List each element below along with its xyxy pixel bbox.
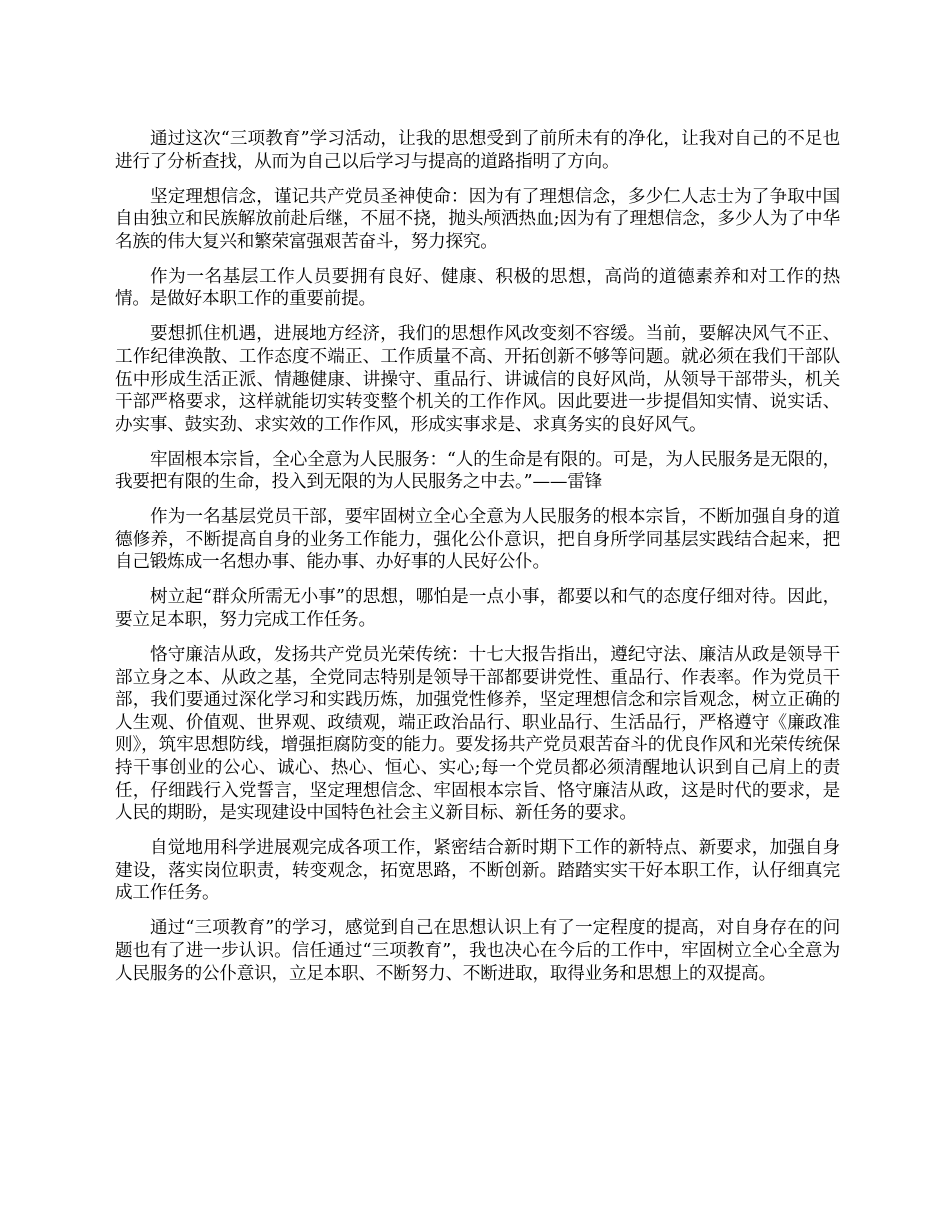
paragraph-7: 树立起“群众所需无小事”的思想，哪怕是一点小事，都要以和气的态度仔细对待。因此，要立足本职，努力完成工作任务。 (115, 587, 840, 631)
paragraph-5: 牢固根本宗旨，全心全意为人民服务：“人的生命是有限的。可是，为人民服务是无限的，我要把有限的生命，投入到无限的为人民服务之中去。”——雷锋 (115, 449, 840, 493)
document-body (115, 128, 840, 998)
paragraph-4: 要想抓住机遇，进展地方经济，我们的思想作风改变刻不容缓。当前，要解决风气不正、工作纪律涣散、工作态度不端正、工作质量不高、开拓创新不够等问题。就必须在我们干部队伍中形成生活正派、情趣健康、讲操守、重品行、讲诚信的良好风尚，从领导干部带头，机关干部严格要求，这样就能切实转变整个机关的工作作风。因此要进一步提倡知实情、说实话、办实事、鼓实劲、求实效的工作作风，形成实事求是、求真务实的良好风气。 (115, 324, 840, 435)
paragraph-9: 自觉地用科学进展观完成各项工作，紧密结合新时期下工作的新特点、新要求，加强自身建设，落实岗位职责，转变观念，拓宽思路，不断创新。踏踏实实干好本职工作，认仔细真完成工作任务。 (115, 838, 840, 904)
paragraph-2: 坚定理想信念，谨记共产党员圣神使命：因为有了理想信念，多少仁人志士为了争取中国自由独立和民族解放前赴后继，不屈不挠，抛头颅洒热血;因为有了理想信念，多少人为了中华名族的伟大复兴和繁荣富强艰苦奋斗，努力探究。 (115, 186, 840, 252)
paragraph-3: 作为一名基层工作人员要拥有良好、健康、积极的思想，高尚的道德素养和对工作的热情。是做好本职工作的重要前提。 (115, 266, 840, 310)
paragraph-6: 作为一名基层党员干部，要牢固树立全心全意为人民服务的根本宗旨，不断加强自身的道德修养，不断提高自身的业务工作能力，强化公仆意识，把自身所学同基层实践结合起来，把自己锻炼成一名想办事、能办事、办好事的人民好公仆。 (115, 507, 840, 573)
paragraph-8: 恪守廉洁从政，发扬共产党员光荣传统：十七大报告指出，遵纪守法、廉洁从政是领导干部立身之本、从政之基，全党同志特别是领导干部都要讲党性、重品行、作表率。作为党员干部，我们要通过深化学习和实践历炼，加强党性修养，坚定理想信念和宗旨观念，树立正确的人生观、价值观、世界观、政绩观，端正政治品行、职业品行、生活品行，严格遵守《廉政准则》，筑牢思想防线，增强拒腐防变的能力。要发扬共产党员艰苦奋斗的优良作风和光荣传统保持干事创业的公心、诚心、热心、恒心、实心;每一个党员都必须清醒地认识到自己肩上的责任，仔细践行入党誓言，坚定理想信念、牢固根本宗旨、恪守廉洁从政，这是时代的要求，是人民的期盼，是实现建设中国特色社会主义新目标、新任务的要求。 (115, 645, 840, 824)
paragraph-10: 通过“三项教育”的学习，感觉到自己在思想认识上有了一定程度的提高，对自身存在的问题也有了进一步认识。信任通过“三项教育”，我也决心在今后的工作中，牢固树立全心全意为人民服务的公仆意识，立足本职、不断努力、不断进取，取得业务和思想上的双提高。 (115, 918, 840, 984)
paragraph-1: 通过这次“三项教育”学习活动，让我的思想受到了前所未有的净化，让我对自己的不足也进行了分析查找，从而为自己以后学习与提高的道路指明了方向。 (115, 129, 840, 172)
